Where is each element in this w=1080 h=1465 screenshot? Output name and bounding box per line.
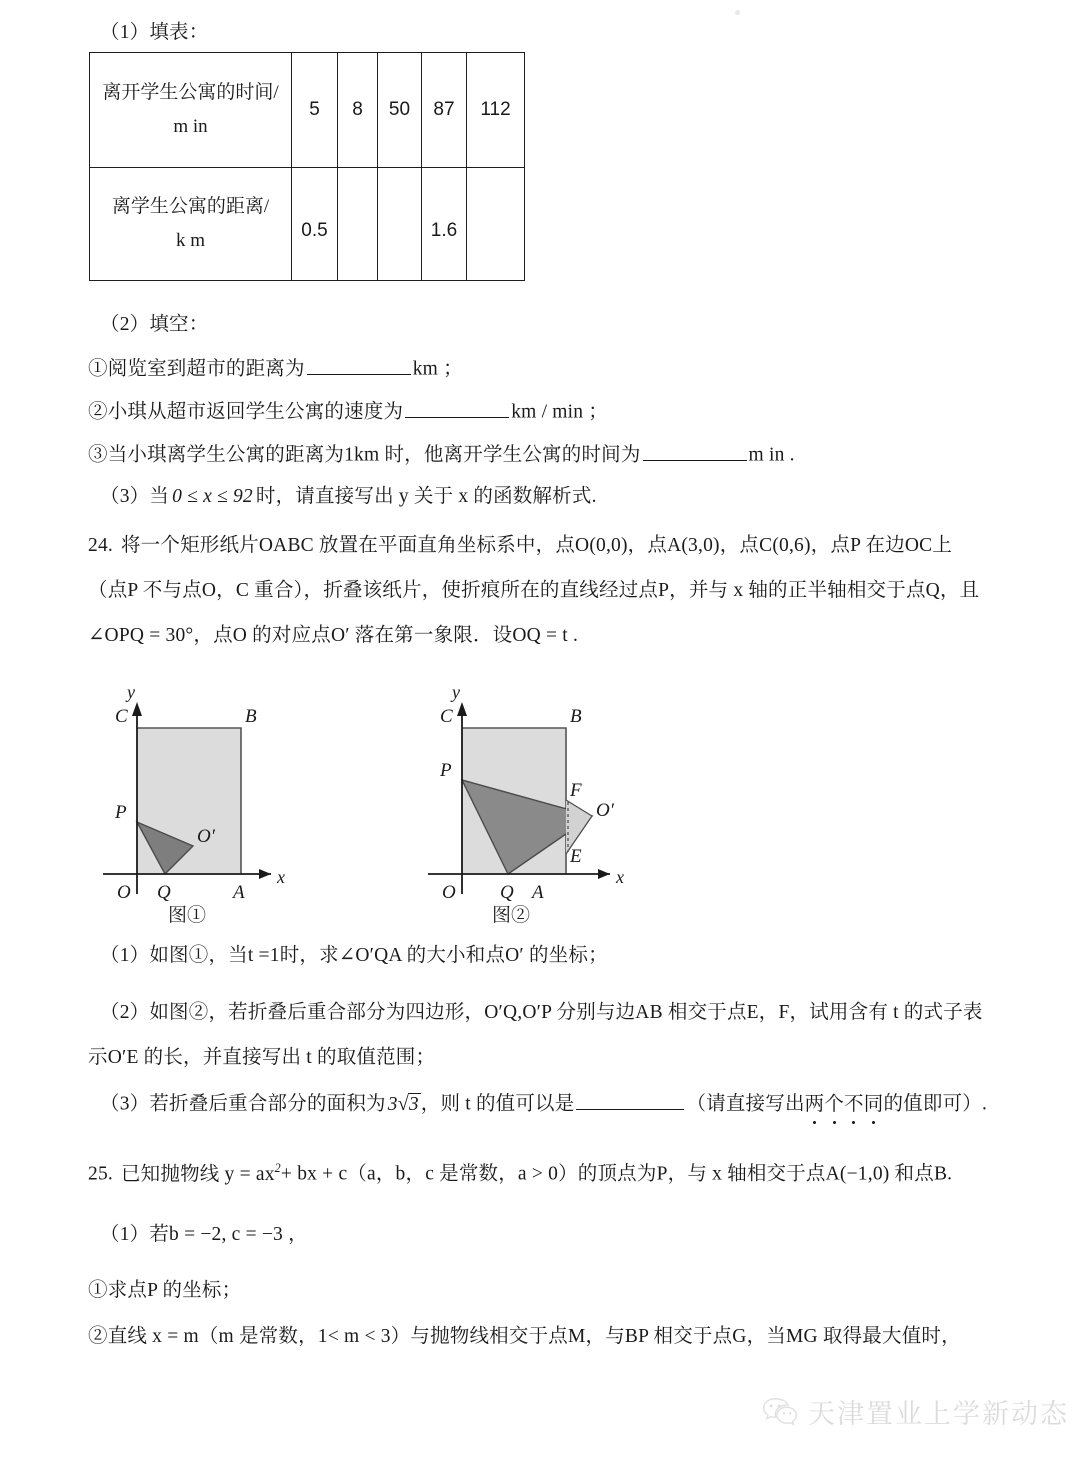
emphasis-dots: [805, 1121, 884, 1124]
answer-blank-3[interactable]: [643, 441, 747, 461]
watermark: [762, 1392, 1069, 1431]
figure2-label-y: y: [452, 682, 460, 702]
answer-blank-2[interactable]: [405, 398, 509, 418]
table-header-line1: 离开学生公寓的时间/: [102, 82, 279, 103]
q23-blank2: [88, 398, 608, 426]
figure-1-svg: [95, 676, 395, 926]
q24-sub3: [100, 1090, 987, 1118]
fill-table: [89, 52, 525, 281]
q24-sub3-emphasis-text: 两个不同: [804, 1093, 884, 1115]
q23-blank3: [88, 441, 795, 469]
table-cell: 87: [422, 53, 467, 168]
wechat-big-bubble: [764, 1398, 788, 1418]
table-cell: 5: [292, 53, 338, 168]
figure1-caption: 图①: [168, 905, 207, 926]
scan-speck: [735, 10, 740, 15]
q23-part1-label: （1）填表：: [100, 22, 209, 43]
watermark-text: 天津置业上学新动态: [808, 1399, 1069, 1429]
q24-line2: （点P 不与点O，C 重合），折叠该纸片，使折痕所在的直线经过点P，并与 x 轴的正半轴相交于点Q，且: [88, 580, 980, 601]
q24-sub2-line2: 示O′E 的长，并直接写出 t 的取值范围；: [88, 1047, 436, 1068]
figure2-label-P: P: [440, 760, 452, 781]
figure1-label-O-prime: O′: [197, 826, 215, 847]
table-row-header: [90, 53, 292, 168]
table-cell: 0.5: [292, 168, 338, 281]
q23-blank1-pre: ①阅览室到超市的距离为: [88, 358, 305, 380]
table-row: [90, 53, 525, 168]
q24-number-and-line1: [88, 533, 952, 559]
table-header-line2: m in: [173, 116, 208, 137]
answer-blank-4[interactable]: [576, 1090, 684, 1110]
q25-number-and-line1: [88, 1155, 952, 1188]
q24-sub2-line1: （2）如图②，若折叠后重合部分为四边形，O′Q,O′P 分别与边AB 相交于点E，F，试用含有 t 的式子表: [100, 1002, 983, 1023]
q25-number: 25.: [88, 1163, 113, 1185]
table-header-line2: k m: [175, 230, 206, 251]
wechat-eye-right: [778, 1404, 781, 1407]
radical-3-sqrt-3: [386, 1091, 421, 1118]
y-axis-arrow: [457, 702, 467, 716]
q24-line3: ∠OPQ = 30°，点O 的对应点O′ 落在第一象限．设OQ = t .: [88, 625, 579, 646]
q24-line1: 将一个矩形纸片OABC 放置在平面直角坐标系中，点O(0,0)，点A(3,0)，点C(0,6)，点P 在边OC上: [120, 535, 953, 556]
figure1-label-P: P: [115, 802, 127, 823]
q24-sub3-pre: （3）若折叠后重合部分的面积为: [100, 1093, 386, 1115]
figure2-caption: 图②: [492, 905, 531, 926]
figure2-label-E: E: [570, 846, 582, 867]
q24-number: 24.: [88, 535, 113, 556]
wechat-icon: [762, 1397, 798, 1427]
figure1-label-x: x: [277, 867, 285, 887]
wechat-dot-left: [783, 1412, 785, 1414]
figure2-label-A: A: [532, 882, 544, 903]
table-cell: [378, 168, 422, 281]
radical-coefficient: 3: [387, 1093, 398, 1115]
q23-part2-label: （2）填空：: [100, 314, 209, 335]
table-cell: 1.6: [422, 168, 467, 281]
radicand: 3: [408, 1093, 419, 1115]
q24-sub3-post-open: （请直接写出: [686, 1093, 805, 1115]
q25-sub1-item1: ①求点P 的坐标；: [88, 1280, 242, 1301]
figures-container: [0, 668, 1080, 938]
figure1-label-C: C: [115, 706, 128, 727]
table-header-line1: 离学生公寓的距离/: [111, 196, 270, 217]
table-row: [90, 168, 525, 281]
q23-blank1: [88, 355, 463, 383]
q25-line1-b: + bx + c（a，b，c 是常数，a > 0）的顶点为P，与 x 轴相交于点A(−1,0) 和点B.: [280, 1163, 953, 1185]
x-axis-arrow: [598, 869, 610, 879]
table-cell: 50: [378, 53, 422, 168]
q24-sub3-mid: ，则 t 的值可以是: [420, 1093, 575, 1115]
q23-part3: [100, 484, 597, 510]
table-cell: 8: [338, 53, 378, 168]
q25-line1-a: 已知抛物线 y = ax: [120, 1163, 275, 1185]
figure2-label-x: x: [616, 867, 624, 887]
figure1-label-Q: Q: [157, 882, 171, 903]
x-axis-arrow: [259, 869, 271, 879]
figure2-label-O: O: [442, 882, 456, 903]
q23-part3-prefix: （3）当: [100, 486, 170, 507]
q23-blank1-post: km ；: [412, 358, 463, 380]
answer-blank-1[interactable]: [307, 355, 411, 375]
q24-sub3-post-close: 的值即可）.: [883, 1093, 988, 1115]
figure2-label-F: F: [570, 780, 582, 801]
q25-exponent: 2: [274, 1161, 281, 1175]
q23-blank3-post: m in .: [748, 444, 795, 466]
q25-sub1: （1）若b = −2, c = −3 ，: [100, 1224, 308, 1245]
figure2-label-O-prime: O′: [596, 800, 614, 821]
figure2-label-Q: Q: [500, 882, 514, 903]
q23-blank3-pre: ③当小琪离学生公寓的距离为1km 时，他离开学生公寓的时间为: [88, 444, 641, 466]
figure2-label-C: C: [440, 706, 453, 727]
table-row-header: [90, 168, 292, 281]
wechat-small-bubble: [777, 1407, 796, 1424]
wechat-dot-right: [789, 1412, 791, 1414]
figure1-label-O: O: [117, 882, 131, 903]
figure-2-svg: [420, 676, 730, 926]
q24-sub3-emphasis: [805, 1094, 884, 1115]
figure1-label-y: y: [127, 682, 135, 702]
radical-symbol: √: [397, 1092, 409, 1115]
table-cell: [338, 168, 378, 281]
q24-sub1: （1）如图①，当t =1时，求∠O′QA 的大小和点O′ 的坐标；: [100, 945, 608, 966]
q23-blank2-pre: ②小琪从超市返回学生公寓的速度为: [88, 401, 404, 423]
wechat-eye-left: [770, 1404, 773, 1407]
figure2-label-B: B: [570, 706, 582, 727]
q23-blank2-post: km / min ；: [511, 401, 608, 423]
table-cell: 112: [467, 53, 525, 168]
q25-sub1-item2: ②直线 x = m（m 是常数，1< m < 3）与抛物线相交于点M，与BP 相交于点G，当MG 取得最大值时，: [88, 1326, 961, 1347]
fill-table-wrapper: [89, 52, 524, 281]
q23-part3-suffix: 时，请直接写出 y 关于 x 的函数解析式.: [255, 486, 597, 507]
figure1-label-B: B: [245, 706, 257, 727]
y-axis-arrow: [132, 702, 142, 716]
q23-part3-inequality: 0 ≤ x ≤ 92: [172, 486, 253, 507]
table-cell: [467, 168, 525, 281]
figure1-label-A: A: [233, 882, 245, 903]
